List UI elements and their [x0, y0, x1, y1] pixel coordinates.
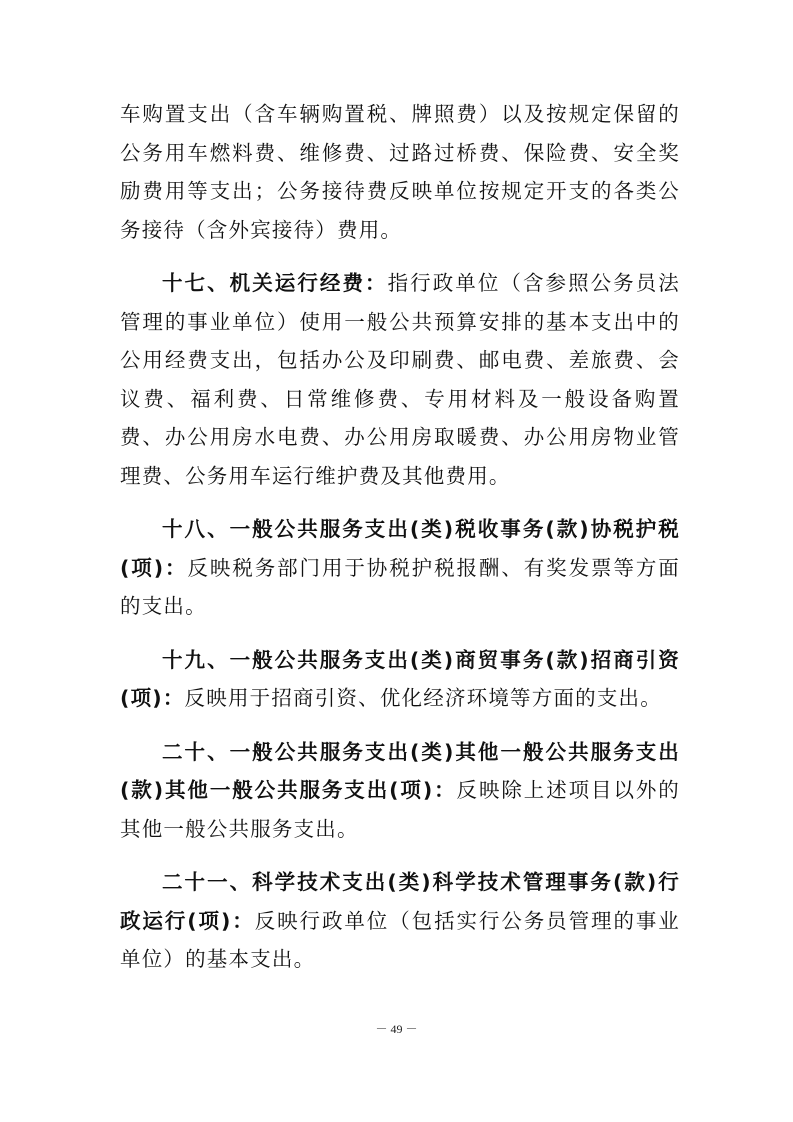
paragraph-text: 反映用于招商引资、优化经济环境等方面的支出。: [184, 686, 662, 710]
paragraph-text: 反映行政单位（包括实行公务员管理的事业单位）的基本支出。: [120, 908, 680, 971]
document-body: [120, 95, 680, 994]
paragraph-text: 指行政单位（含参照公务员法管理的事业单位）使用一般公共预算安排的基本支出中的公用经费支出，包括办公及印刷费、邮电费、差旅费、会议费、福利费、日常维修费、专用材料及一般设备购置费、办公用房水电费、办公用房取暖费、办公用房物业管理费、公务用车运行维护费及其他费用。: [120, 271, 680, 488]
paragraph-heading: 十七、机关运行经费：: [162, 271, 388, 295]
paragraph-item-19: [120, 641, 680, 718]
paragraph-heading: 十八、一般公共服务支出(类)税收事务(款)协税护税(项)：: [120, 517, 680, 580]
paragraph-text: 反映除上述项目以外的其他一般公共服务支出。: [120, 778, 680, 841]
paragraph-continued: [120, 95, 680, 249]
paragraph-item-18: [120, 510, 680, 626]
paragraph-item-17: [120, 264, 680, 495]
paragraph-text: 车购置支出（含车辆购置税、牌照费）以及按规定保留的公务用车燃料费、维修费、过路过桥费、保险费、安全奖励费用等支出；公务接待费反映单位按规定开支的各类公务接待（含外宾接待）费用。: [120, 102, 680, 242]
paragraph-heading: 二十、一般公共服务支出(类)其他一般公共服务支出(款)其他一般公共服务支出(项)：: [120, 739, 680, 802]
paragraph-heading: 二十一、科学技术支出(类)科学技术管理事务(款)行政运行(项)：: [120, 870, 680, 933]
paragraph-item-20: [120, 733, 680, 849]
paragraph-heading: 十九、一般公共服务支出(类)商贸事务(款)招商引资(项)：: [120, 647, 680, 710]
page-number: － 49 －: [375, 1022, 418, 1036]
paragraph-item-21: [120, 863, 680, 979]
paragraph-text: 反映税务部门用于协税护税报酬、有奖发票等方面的支出。: [120, 555, 680, 618]
